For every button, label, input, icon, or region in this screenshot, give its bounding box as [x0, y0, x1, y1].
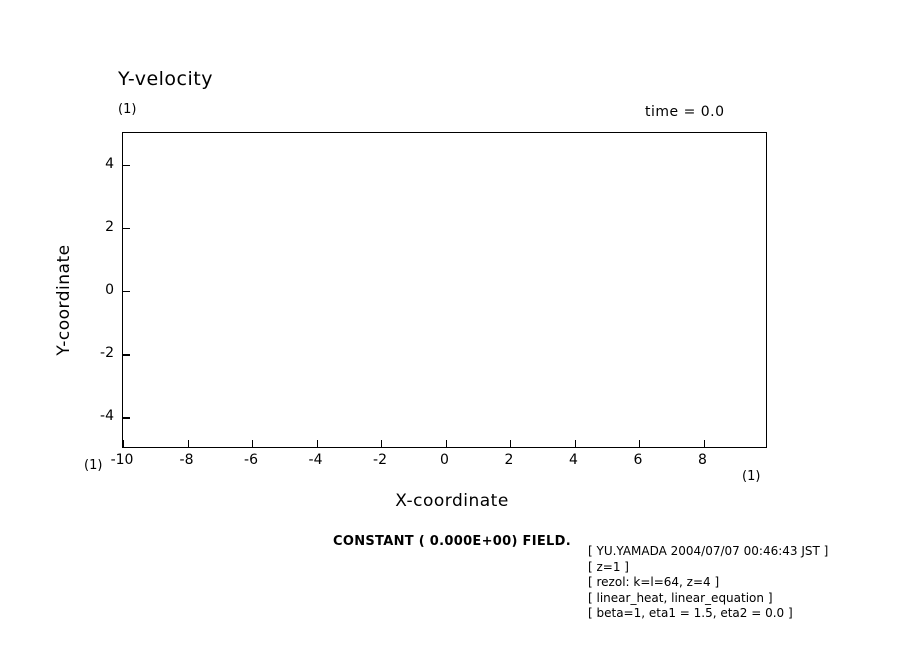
info-line: [ rezol: k=l=64, z=4 ] [588, 575, 720, 589]
x-axis-tick-label: 8 [698, 452, 707, 468]
x-axis-tick [381, 440, 382, 447]
y-axis-tick-label: 4 [105, 155, 114, 172]
x-axis-tick [317, 440, 318, 447]
info-block [588, 544, 828, 622]
y-axis-tick [123, 165, 130, 166]
x-axis-tick-label: 2 [504, 452, 514, 468]
y-axis-tick-label: -2 [100, 345, 114, 362]
constant-field-note: CONSTANT ( 0.000E+00) FIELD. [333, 534, 571, 549]
x-axis-tick [123, 440, 124, 447]
info-line: [ z=1 ] [588, 559, 629, 574]
y-axis-tick-label: -4 [100, 408, 114, 425]
corner-label-bottom-right: (1) [742, 469, 761, 484]
x-axis-tick [639, 440, 640, 447]
y-axis-tick [123, 291, 130, 292]
x-axis-tick-label: -10 [110, 452, 134, 468]
y-axis-tick [123, 417, 130, 418]
info-line: [ beta=1, eta1 = 1.5, eta2 = 0.0 ] [588, 606, 793, 620]
x-axis-tick-label: 0 [440, 452, 449, 468]
x-axis-tick [188, 440, 189, 447]
x-axis-tick-label: 6 [633, 452, 643, 468]
corner-label-bottom-left: (1) [84, 458, 103, 473]
x-axis-tick-label: -6 [244, 452, 258, 468]
info-line: [ YU.YAMADA 2004/07/07 00:46:43 JST ] [588, 544, 829, 558]
plot-title: Y-velocity [118, 68, 213, 90]
info-line: [ linear_heat, linear_equation ] [588, 590, 773, 605]
x-axis-tick [446, 440, 447, 447]
x-axis-tick [704, 440, 705, 447]
x-axis-tick [510, 440, 511, 447]
x-axis-tick [252, 440, 253, 447]
y-axis-tick-label: 0 [105, 282, 114, 298]
y-axis-tick [123, 228, 130, 229]
x-axis-label: X-coordinate [395, 491, 509, 511]
corner-label-top-left: (1) [118, 102, 137, 117]
y-axis-tick-label: 2 [105, 218, 114, 235]
x-axis-tick-label: -2 [373, 452, 387, 468]
y-axis-tick [123, 354, 130, 355]
x-axis-tick [575, 440, 576, 447]
x-axis-tick-label: -4 [308, 452, 323, 468]
x-axis-tick-label: 4 [569, 452, 578, 468]
time-annotation: time = 0.0 [645, 104, 725, 120]
x-axis-tick-label: -8 [179, 452, 194, 468]
y-axis-label: Y-coordinate [54, 244, 74, 356]
plot-frame [122, 132, 767, 448]
